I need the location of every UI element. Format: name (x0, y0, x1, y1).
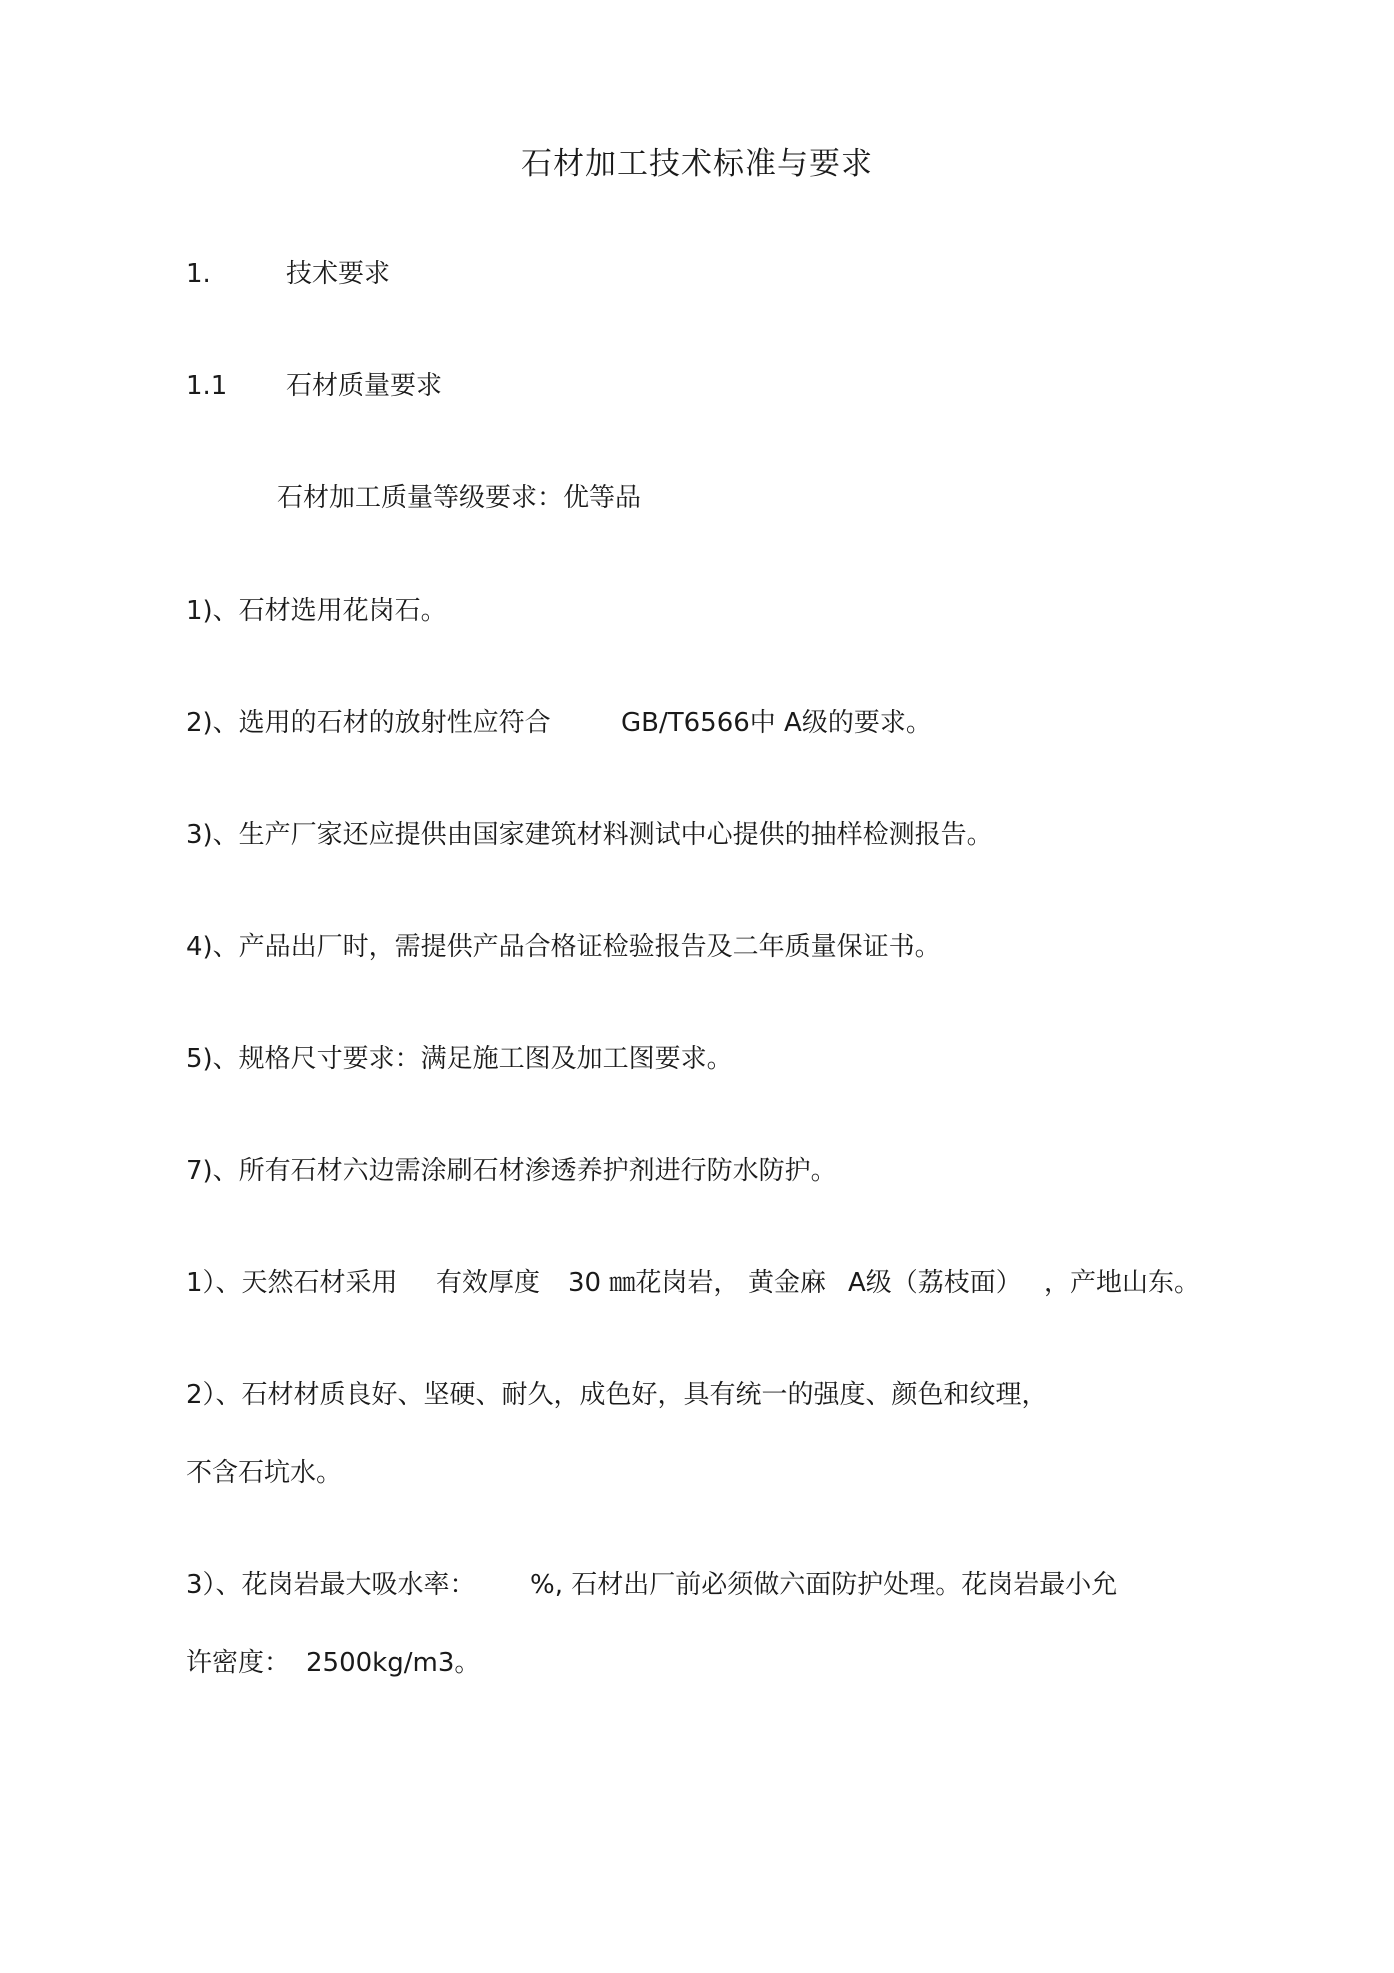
grade-requirement: 石材加工质量等级要求：优等品 (277, 483, 642, 513)
section-1-1-number: 1.1 (186, 371, 228, 401)
list-b-item-1-part3: 30 ㎜花岗岩， (568, 1268, 740, 1298)
list-a-item-2-part2: GB/T6566中 A级的要求。 (621, 708, 932, 738)
list-b-item-3-line-2 (186, 1647, 481, 1679)
list-b-item-2-line-1: 2）、石材材质良好、坚硬、耐久，成色好，具有统一的强度、颜色和纹理， (186, 1380, 1048, 1410)
list-a-item-2 (186, 707, 932, 739)
section-1-title: 技术要求 (286, 259, 391, 289)
list-a-item-7: 7)、所有石材六边需涂刷石材渗透养护剂进行防水防护。 (186, 1156, 837, 1186)
list-b-item-1-part4: 黄金麻 (748, 1268, 827, 1298)
list-a-item-2-part1: 2)、选用的石材的放射性应符合 (186, 708, 551, 738)
list-b-item-3-line-2-part1: 许密度： (186, 1648, 291, 1678)
list-b-item-1-part2: 有效厚度 (436, 1268, 541, 1298)
list-b-item-3-line-2-part2: 2500kg/m3。 (306, 1648, 481, 1678)
list-a-item-5: 5)、规格尺寸要求：满足施工图及加工图要求。 (186, 1044, 733, 1074)
list-b-item-3-part1: 3）、花岗岩最大吸水率： (186, 1570, 476, 1600)
list-b-item-3-part2: %, 石材出厂前必须做六面防护处理。花岗岩最小允 (530, 1570, 1118, 1600)
section-1-1-title: 石材质量要求 (286, 371, 443, 401)
section-1-number: 1. (186, 259, 211, 289)
list-b-item-3-line-1 (186, 1569, 1296, 1601)
section-1-heading (186, 258, 391, 290)
list-b-item-1-part1: 1）、天然石材采用 (186, 1268, 398, 1298)
document-title: 石材加工技术标准与要求 (521, 146, 873, 182)
section-1-1-heading (186, 370, 443, 402)
list-b-item-1-part6: ，产地山东。 (1044, 1268, 1201, 1298)
list-a-item-1: 1)、石材选用花岗石。 (186, 596, 447, 626)
list-a-item-4: 4)、产品出厂时，需提供产品合格证检验报告及二年质量保证书。 (186, 932, 941, 962)
list-b-item-1-part5: A级（荔枝面） (848, 1268, 1022, 1298)
list-b-item-1 (186, 1267, 1296, 1299)
list-b-item-2-line-2: 不含石坑水。 (186, 1458, 343, 1488)
list-a-item-3: 3)、生产厂家还应提供由国家建筑材料测试中心提供的抽样检测报告。 (186, 820, 993, 850)
